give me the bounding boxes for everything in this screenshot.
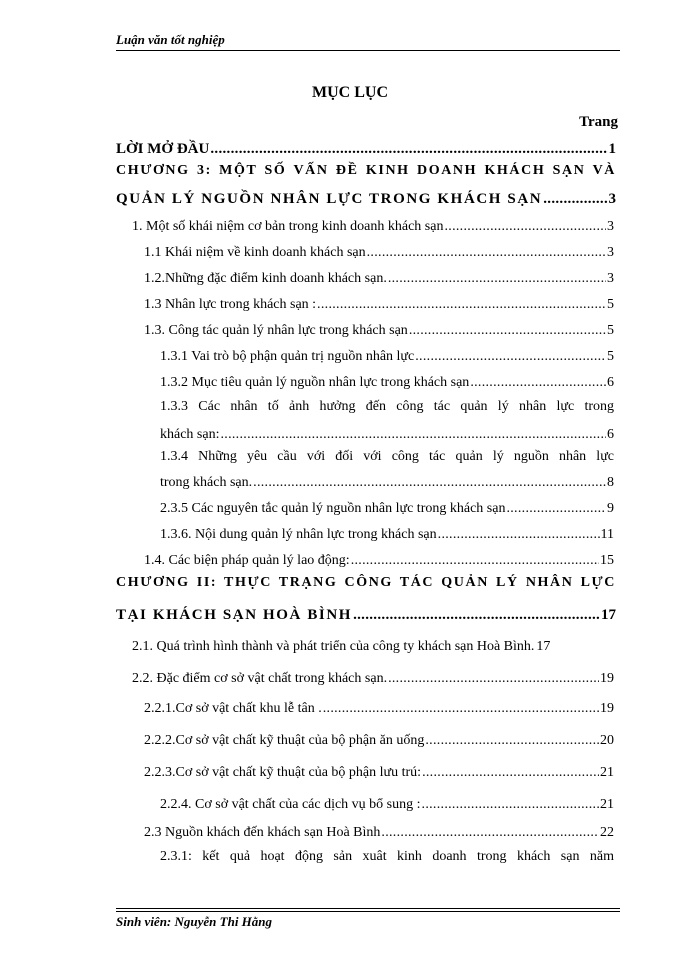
toc-entry[interactable]: 1.3 Nhân lực trong khách sạn : ..... 5 bbox=[144, 296, 614, 314]
toc-entry[interactable]: 1. Một số khái niệm cơ bản trong kinh doanh khách sạn ..... 3 bbox=[132, 218, 614, 236]
toc-entry[interactable]: 2.3.5 Các nguyên tắc quản lý nguồn nhân lực trong khách sạn ..... 9 bbox=[160, 500, 614, 518]
toc-entry[interactable]: 1.3.6. Nội dung quản lý nhân lực trong khách sạn ..... 11 bbox=[160, 526, 614, 544]
toc-entry[interactable]: QUẢN LÝ NGUỒN NHÂN LỰC TRONG KHÁCH SẠN ..... 3 bbox=[116, 190, 616, 208]
toc-entry[interactable]: 1.4. Các biện pháp quản lý lao động: ..... 15 bbox=[144, 552, 614, 570]
page-column-label: Trang bbox=[579, 114, 618, 130]
running-footer: Sinh viên: Nguyễn Thi Hằng bbox=[116, 914, 273, 929]
toc-entry[interactable]: 2.2.2.Cơ sở vật chất kỹ thuật của bộ phận ăn uống ..... 20 bbox=[144, 732, 614, 750]
toc-entry[interactable]: LỜI MỞ ĐẦU ..... 1 bbox=[116, 140, 616, 158]
toc-entry[interactable]: khách sạn: ..... 6 bbox=[160, 426, 614, 444]
toc-entry[interactable]: 2.1. Quá trình hình thành và phát triển của công ty khách sạn Hoà Bình. 17 bbox=[132, 639, 551, 654]
toc-entry[interactable]: 2.2.1.Cơ sở vật chất khu lễ tân . ..... 19 bbox=[144, 700, 614, 718]
toc-entry[interactable]: TẠI KHÁCH SẠN HOÀ BÌNH ..... 17 bbox=[116, 606, 616, 624]
footer-rule bbox=[116, 908, 620, 909]
toc-entry-line1[interactable]: CHƯƠNG 3: MỘT SỐ VẤN ĐỀ KINH DOANH KHÁCH SẠN VÀ bbox=[116, 163, 616, 178]
toc-entry-line1[interactable]: 1.3.4 Những yêu cầu với đối với công tác quản lý nguồn nhân lực bbox=[160, 449, 614, 464]
toc-entry[interactable]: 1.2.Những đặc điểm kinh doanh khách sạn. ..... 3 bbox=[144, 270, 614, 288]
toc-entry[interactable]: trong khách sạn. ..... 8 bbox=[160, 474, 614, 492]
toc-entry[interactable]: 1.3.2 Mục tiêu quản lý nguồn nhân lực trong khách sạn ..... 6 bbox=[160, 374, 614, 392]
footer-rule bbox=[116, 911, 620, 912]
toc-entry[interactable]: 2.2.3.Cơ sở vật chất kỹ thuật của bộ phận lưu trú: ..... 21 bbox=[144, 764, 614, 782]
toc-entry[interactable]: 2.2. Đặc điểm cơ sở vật chất trong khách sạn. ..... 19 bbox=[132, 670, 614, 688]
toc-entry-line1[interactable]: 1.3.3 Các nhân tố ảnh hưởng đến công tác quản lý nhân lực trong bbox=[160, 399, 614, 414]
page-title: MỤC LỤC bbox=[312, 84, 388, 101]
toc-entry[interactable]: 2.2.4. Cơ sở vật chất của các dịch vụ bổ sung : ..... 21 bbox=[160, 796, 614, 814]
toc-entry-line1[interactable]: 2.3.1: kết quả hoạt động sản xuât kinh doanh trong khách sạn năm bbox=[160, 849, 614, 864]
toc-entry[interactable]: 1.1 Khái niệm về kinh doanh khách sạn ..... 3 bbox=[144, 244, 614, 262]
toc-entry-line1[interactable]: CHƯƠNG II: THỰC TRẠNG CÔNG TÁC QUẢN LÝ NHÂN LỰC bbox=[116, 575, 616, 590]
header-rule bbox=[116, 50, 620, 51]
toc-entry[interactable]: 1.3. Công tác quản lý nhân lực trong khách sạn ..... 5 bbox=[144, 322, 614, 340]
running-header: Luận văn tốt nghiệp bbox=[116, 32, 225, 47]
toc-entry[interactable]: 2.3 Nguồn khách đến khách sạn Hoà Bình ..... 22 bbox=[144, 824, 614, 842]
toc-entry[interactable]: 1.3.1 Vai trò bộ phận quản trị nguồn nhân lực ..... 5 bbox=[160, 348, 614, 366]
